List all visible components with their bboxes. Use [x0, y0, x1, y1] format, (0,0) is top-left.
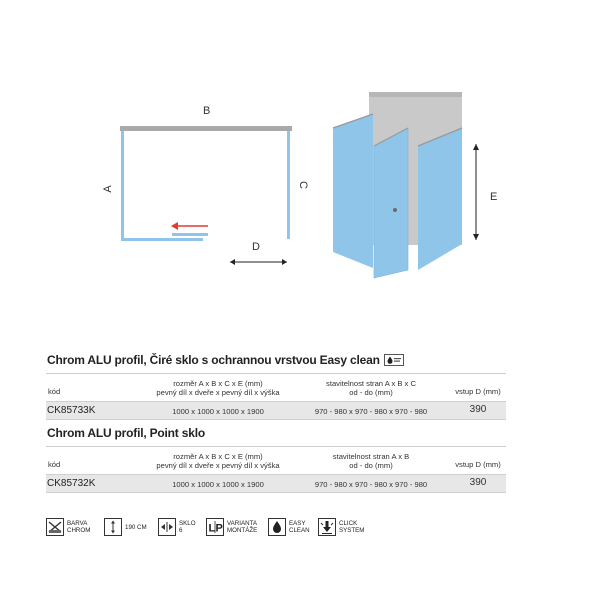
table-header — [46, 446, 506, 475]
sliding-door — [172, 233, 208, 236]
door-handle-icon — [393, 208, 397, 212]
row-stavitelnost: 970 - 980 x 970 - 980 x 970 - 980 — [314, 407, 428, 416]
feature-line1: BARVA — [67, 520, 88, 527]
feature-varianta — [206, 512, 257, 542]
color-swatch-icon — [46, 518, 64, 536]
lp-variant-icon — [206, 518, 224, 536]
dimension-e-arrow — [473, 144, 479, 240]
header-rozmer-line2: pevný díl x dveře x pevný díl x výška — [156, 461, 280, 470]
dim-label-a: A — [102, 185, 114, 193]
header-vstup: vstup D (mm) — [455, 460, 501, 469]
header-kod: kód — [48, 387, 61, 396]
dim-label-e: E — [490, 191, 498, 203]
header-stavitelnost — [301, 379, 441, 397]
feature-label — [67, 520, 90, 534]
feature-label — [179, 520, 196, 534]
slide-direction-arrow — [171, 222, 208, 230]
feature-line2: CLEAN — [289, 527, 310, 534]
header-stav-line1: stavitelnost stran A x B — [332, 452, 410, 461]
row-kod: CK85732K — [47, 478, 96, 489]
feature-line1: CLICK — [339, 520, 358, 527]
feature-line1: 190 CM — [125, 523, 147, 531]
header-rozmer — [138, 452, 298, 470]
left-panel-a — [121, 131, 124, 241]
header-stav-line2: od - do (mm) — [349, 388, 393, 397]
svg-text:L: L — [208, 522, 216, 535]
header-rozmer-line1: rozměr A x B x C x E (mm) — [173, 452, 263, 461]
feature-click-system — [318, 512, 364, 542]
height-arrow-icon — [104, 518, 122, 536]
dim-label-b: B — [203, 105, 211, 117]
row-rozmer: 1000 x 1000 x 1000 x 1900 — [172, 407, 264, 416]
feature-line2: CHROM — [67, 527, 91, 534]
feature-line1: SKLO — [179, 520, 196, 527]
door-panel — [374, 128, 408, 278]
feature-label — [227, 520, 257, 534]
dimension-d-arrow — [230, 259, 287, 265]
header-rozmer-line1: rozměr A x B x C x E (mm) — [173, 379, 263, 388]
svg-text:P: P — [215, 522, 223, 535]
plan-view — [102, 105, 309, 265]
feature-icon-strip — [46, 512, 376, 542]
spec-table-2 — [46, 446, 506, 493]
click-system-icon — [318, 518, 336, 536]
feature-height — [104, 512, 147, 542]
header-stav-line1: stavitelnost stran A x B x C — [326, 379, 416, 388]
dim-label-c: C — [297, 181, 309, 189]
perspective-view — [333, 92, 497, 278]
row-rozmer: 1000 x 1000 x 1000 x 1900 — [172, 480, 264, 489]
product-1-title — [47, 353, 404, 367]
top-rail — [120, 126, 292, 131]
product-1-title-text: Chrom ALU profil, Čiré sklo s ochrannou vrstvou Easy clean — [47, 353, 380, 367]
row-vstup: 390 — [469, 404, 487, 415]
wall-top-edge — [369, 92, 462, 97]
header-stav-line2: od - do (mm) — [349, 461, 393, 470]
product-2-title-text: Chrom ALU profil, Point sklo — [47, 426, 205, 440]
header-stavitelnost — [301, 452, 441, 470]
feature-line2: SYSTEM — [339, 527, 365, 534]
product-2-title — [47, 426, 205, 440]
feature-line2: MONTÁŽE — [227, 527, 258, 534]
table-row — [46, 402, 506, 420]
header-vstup: vstup D (mm) — [455, 387, 501, 396]
feature-sklo — [158, 512, 196, 542]
feature-label — [289, 520, 310, 534]
glass-thickness-icon — [158, 518, 176, 536]
feature-label — [125, 524, 147, 531]
row-kod: CK85733K — [47, 405, 96, 416]
header-kod: kód — [48, 460, 61, 469]
right-panel-c — [287, 131, 290, 239]
easy-clean-drop-icon — [268, 518, 286, 536]
header-rozmer — [138, 379, 298, 397]
bottom-fixed-panel — [121, 238, 203, 241]
feature-line1: EASY — [289, 520, 306, 527]
table-header — [46, 373, 506, 402]
feature-barva — [46, 512, 90, 542]
easy-clean-drop-icon — [384, 354, 404, 366]
row-stavitelnost: 970 - 980 x 970 - 980 x 970 - 980 — [314, 480, 428, 489]
right-fixed-panel — [418, 128, 462, 270]
table-row — [46, 475, 506, 493]
spec-table-1 — [46, 373, 506, 420]
dim-label-d: D — [252, 241, 260, 253]
feature-line2: 6 — [179, 527, 183, 534]
feature-line1: VARIANTA — [227, 520, 258, 527]
feature-easy-clean — [268, 512, 310, 542]
row-vstup: 390 — [469, 477, 487, 488]
header-rozmer-line2: pevný díl x dveře x pevný díl x výška — [156, 388, 280, 397]
left-fixed-panel — [333, 114, 373, 268]
feature-label — [339, 520, 364, 534]
